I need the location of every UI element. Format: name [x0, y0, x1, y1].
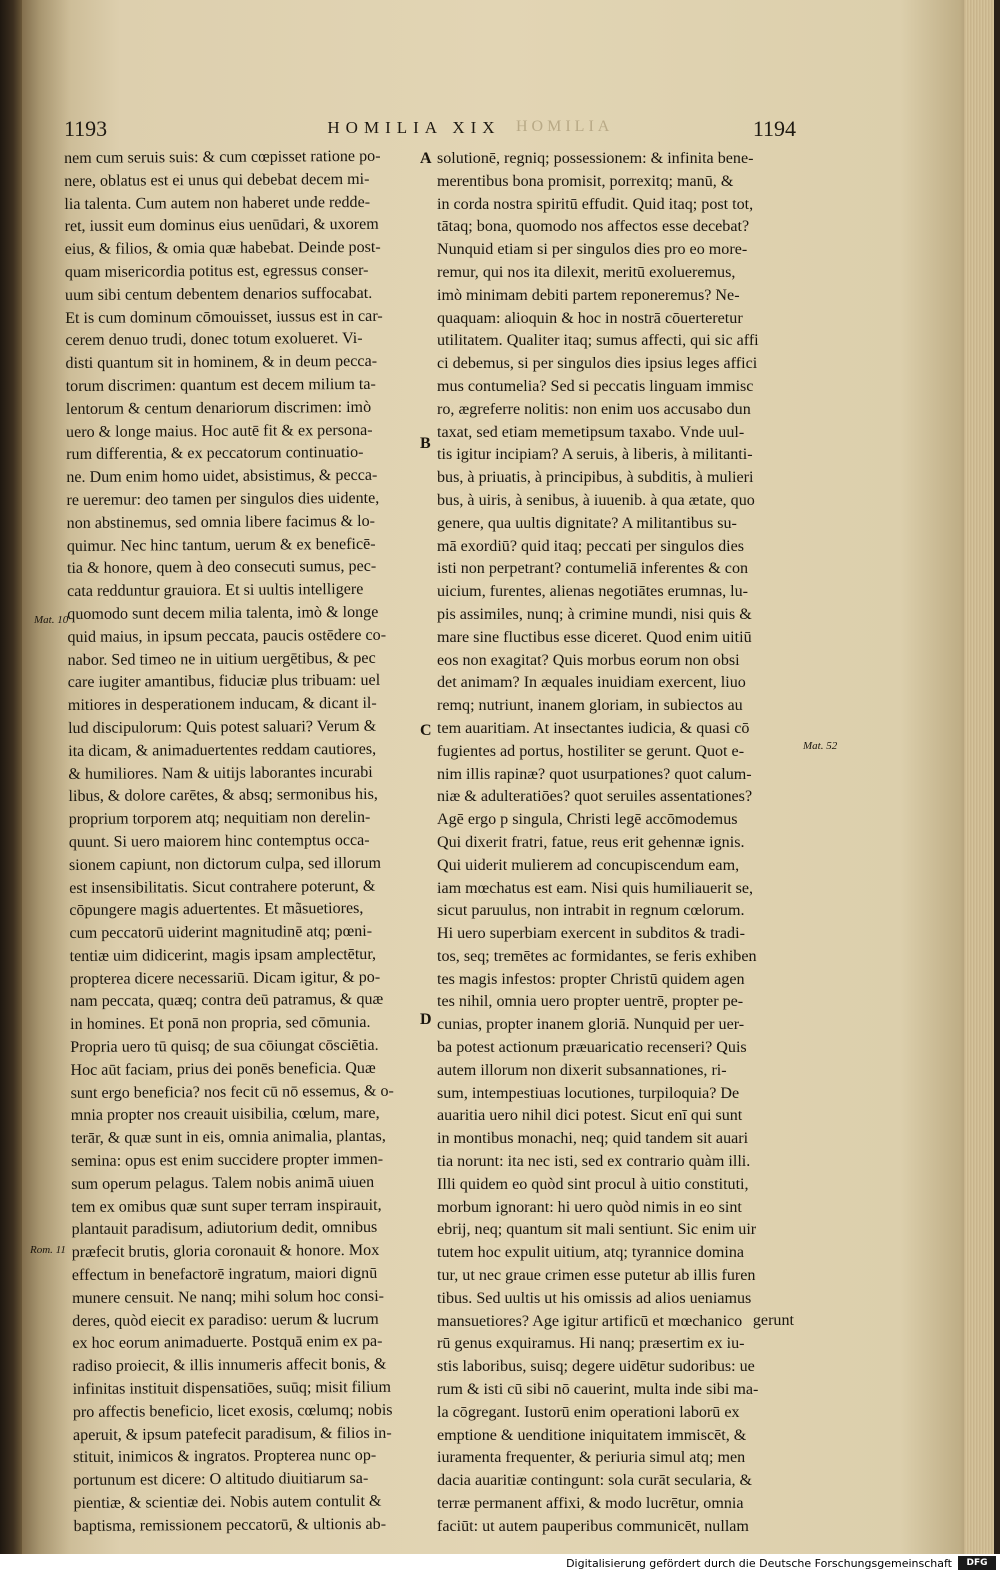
text-line: munere censuit. Ne nanq; mihi solum hoc consi- — [71, 1287, 385, 1307]
text-line: eos non exagitat? Quis morbus eorum non obsi — [437, 651, 740, 669]
text-line: Qui dixerit fratri, fatue, reus erit gehennæ ignis. — [437, 833, 745, 851]
text-line: merentibus bona promisit, porrexitq; manū, & — [437, 172, 734, 190]
text-line: mā exordiū? quid itaq; peccati per singulos dies — [437, 537, 745, 555]
text-line: re ueremur: deo tamen per singulos dies uidente, — [66, 489, 380, 509]
right-text-column — [437, 148, 797, 1539]
text-line: tia & honore, quem à deo consecuti sumus, pec- — [66, 558, 377, 578]
section-marker-a: A — [420, 150, 432, 167]
text-line: genere, qua uultis dignitate? A militantibus su- — [437, 514, 737, 532]
text-line: Nunquid etiam si per singulos dies pro eo more- — [437, 241, 748, 259]
text-line: fugientes ad portus, hostiliter se gerunt. Quot e- — [437, 742, 745, 760]
text-line: quam misericordia potitus est, egressus conser- — [64, 261, 369, 281]
text-line: nam peccata, quæq; contra deū patramus, & quæ — [69, 991, 384, 1011]
text-line: torum discrimen: quantum est decem milium ta- — [65, 375, 376, 395]
text-line: nem cum seruis suis: & cum cœpisset ratione po- — [64, 147, 381, 167]
bleed-through-text: HOMILIA — [516, 118, 614, 135]
text-line: semina: opus est enim succidere propter immen- — [71, 1150, 384, 1171]
page-number-right: 1194 — [752, 116, 796, 141]
text-line: emptione & uenditione iniquitatem immiscēt, & — [437, 1426, 747, 1444]
text-line: deres, quòd eiecit ex paradiso: uerum & lucrum — [72, 1310, 379, 1330]
text-line: non abstinemus, sed omnia libere facimus & lo- — [66, 512, 376, 532]
text-line: nabor. Sed timeo ne in uitium uergētibus, & pec — [67, 649, 376, 669]
section-marker-c: C — [420, 722, 432, 739]
text-line: rum & isti cū sibi nō cauerint, multa inde sibi ma- — [437, 1381, 759, 1399]
text-line: infinitas instituit dispensatiōes, suūq; misit filium — [72, 1378, 392, 1399]
text-line: Illi quidem eo quòd sint procul à uitio constituti, — [437, 1175, 749, 1193]
text-line: tātaq; bona, quomodo nos affectos esse decebat? — [437, 218, 750, 236]
text-line: tur, ut nec graue crimen esse putetur ab illis furen — [437, 1267, 756, 1285]
text-line: eius, & filios, & omia quæ habebat. Deinde post- — [64, 238, 381, 259]
margin-note-rom11: Rom. 11 — [30, 1244, 66, 1256]
text-line: Agē ergo p singula, Christi legē accōmodemus — [437, 811, 738, 829]
text-line: pis assimiles, nunq; à crimine mundi, nisi quis & — [437, 605, 752, 623]
text-line: tia norunt: ita nec isti, sed ex contrario quàm illi. — [437, 1153, 751, 1171]
text-line: mare sine fluctibus esse diceret. Quod enim uitiū — [437, 628, 752, 646]
text-line: ne. Dum enim homo uidet, absistimus, & pecca- — [66, 466, 378, 487]
text-line: lentorum & centum denariorum discrimen: imò — [65, 398, 372, 418]
text-line: det animam? In æquales inuidiam exercent, liuo — [437, 674, 746, 692]
text-line: Hi uero superbiam exercent in subditos & tradi- — [437, 925, 745, 943]
text-line: bus, à priuatis, à principibus, à subditis, à mulieri — [437, 469, 754, 487]
footer-credit: Digitalisierung gefördert durch die Deutsche Forschungsgemeinschaft — [566, 1557, 952, 1570]
margin-note-mat10: Mat. 10 — [34, 614, 69, 626]
text-line: tos, seq; tremētes ac formidantes, se feris exhiben — [437, 947, 757, 965]
text-line: Qui uiderit mulierem ad concupiscendum eam, — [437, 856, 740, 874]
text-line: la cōgregant. Iustorū enim operationi laborū ex — [437, 1403, 740, 1421]
text-line: pientiæ, & scientiæ dei. Nobis autem contulit & — [73, 1492, 382, 1512]
text-line: bus, à uiris, à senibus, à iuuenib. à qua ætate, quo — [437, 491, 755, 509]
text-line: quomodo sunt decem milia talenta, imò & longe — [67, 603, 379, 623]
text-line: ro, ægreferre nolitis: non enim uos accusabo dun — [437, 400, 751, 418]
text-line: pro affectis beneficio, licet exosis, cœlumq; nobis — [72, 1401, 393, 1421]
text-line: tibus. Sed uultis ut his omissis ad alios ueniamus — [437, 1289, 752, 1307]
text-line: cunias, propter inanem gloriā. Nunquid per uer- — [437, 1016, 745, 1034]
text-line: autem illorum non dixerit subsannationes, ri- — [437, 1061, 727, 1079]
binding-edge — [0, 0, 22, 1572]
text-line: niæ & adulteratiōes? quot seruiles assentationes? — [437, 788, 753, 806]
text-line: nim illis rapinæ? quot usurpationes? quot calum- — [437, 765, 752, 783]
text-line: disti quantum sit in hominem, & in deum pecca- — [65, 352, 378, 373]
text-line: libus, & dolore carētes, & absq; sermonibus his, — [68, 786, 378, 806]
text-line: lud discipulorum: Quis potest saluari? Verum & — [67, 717, 377, 737]
text-line: quunt. Si uero maiorem hinc contemptus occa- — [68, 831, 370, 851]
text-line: est insensibilitatis. Sicut contrahere poterunt, & — [69, 877, 376, 897]
text-line: Propria uero tū quisq; de sua cōiungat cōsciētia. — [70, 1036, 379, 1057]
text-line: sum operum pelagus. Talem nobis animā uiuen — [71, 1173, 375, 1193]
text-line: sicut paruulus, non intrabit in regnum cœlorum. — [437, 902, 745, 920]
page-header — [64, 116, 796, 146]
text-line: sionem capiunt, non dictorum culpa, sed illorum — [68, 854, 382, 874]
text-line: stituit, inimicos & ingratos. Propterea nunc op- — [73, 1447, 377, 1467]
text-line: rū genus exquiramus. Hi nanq; præsertim ex iu- — [437, 1335, 745, 1353]
text-line: & humiliores. Nam & uitijs laborantes incurabi — [68, 763, 373, 783]
text-line: taxat, sed etiam memetipsum taxabo. Vnde uul- — [437, 423, 745, 441]
text-line: remur, qui nos ita dilexit, meritū exolueremus, — [437, 263, 736, 281]
text-line: cata redduntur grauiora. Et si uultis intelligere — [67, 581, 364, 601]
text-line: utilitatem. Qualiter itaq; sumus affecti, qui sic affi — [437, 332, 759, 350]
running-title: HOMILIA XIX — [327, 118, 501, 137]
text-line: Hoc aūt faciam, prius dei ponēs beneficia. Quæ — [70, 1059, 376, 1079]
margin-note-mat52: Mat. 52 — [803, 740, 838, 752]
text-line: quaquam: alioquin & hoc in nostrā cōuerteretur — [437, 309, 743, 327]
page-stack-edge — [964, 0, 1000, 1572]
text-line: nere, oblatus est ei unus qui debebat decem mi- — [64, 170, 370, 190]
page-number-left: 1193 — [64, 116, 108, 141]
text-line: ita dicam, & animaduertentes reddam cautiores, — [68, 740, 377, 760]
text-line: iuramenta frequenter, & periuria simul atq; men — [437, 1449, 746, 1467]
text-line: tem ex omibus quæ sunt super terram inspirauit, — [71, 1196, 382, 1216]
text-line: care iugiter amantibus, fiduciæ plus tribuam: uel — [67, 672, 381, 692]
text-line: iam mœchatus est eam. Nisi quis humiliauerit se, — [437, 879, 754, 897]
left-text-column — [64, 146, 430, 1539]
text-line: lia talenta. Cum autem non haberet unde redde- — [64, 193, 371, 213]
text-line: imò minimam debiti partem reponeremus? Ne- — [437, 286, 740, 304]
text-line: ci debemus, si per singulos dies ipsius leges affici — [437, 355, 758, 373]
text-line: in homines. Et ponā non propria, sed cōmunia. — [70, 1014, 371, 1034]
text-line: dacia auaritiæ contingunt: sola curāt secularia, & — [437, 1472, 753, 1490]
text-line: in montibus monachi, neq; quid tandem sit auari — [437, 1130, 749, 1148]
text-line: proprium torporem atq; nequitiam non derelin- — [68, 808, 371, 829]
text-line: effectum in benefactorē ingratum, maiori dignū — [71, 1264, 378, 1285]
text-line: rum differentia, & ex peccatorum continuatio- — [66, 444, 364, 464]
text-line: terār, & quæ sunt in eis, omnia animalia, plantas, — [70, 1128, 386, 1148]
text-line: ba potest actionum præuaricatio recenseri? Quis — [437, 1039, 747, 1057]
section-marker-d: D — [420, 1011, 432, 1028]
text-line: tis igitur incipiam? A seruis, à liberis, à militanti- — [437, 446, 753, 464]
text-line: portunum est dicere: O altitudo diuitiarum sa- — [73, 1470, 369, 1490]
text-line: auaritia uero nihil dici potest. Sicut enī qui sunt — [437, 1107, 743, 1125]
text-line: sum, intempestiuas locutiones, turpiloquia? De — [437, 1084, 740, 1102]
text-line: cōpungere magis aduertentes. Et mãsuetiores, — [69, 900, 364, 920]
text-line: aperuit, & ipsum patefecit paradisum, & filios in- — [72, 1424, 392, 1444]
text-line: terræ permanent affixi, & modo lucrētur, omnia — [437, 1495, 744, 1513]
text-line: mnia propter nos creauit uisibilia, cœlum, mare, — [70, 1105, 380, 1125]
text-line: tes nihil, omnia uero propter uentrē, propter pe- — [437, 993, 744, 1011]
section-marker-b: B — [420, 435, 431, 452]
text-line: uero & longe maius. Hoc autē fit & ex persona- — [65, 421, 373, 441]
text-line: baptisma, remissionem peccatorū, & ultionis ab- — [73, 1515, 387, 1535]
text-line: Et is cum dominum cōmouisset, iussus est in car- — [65, 307, 383, 327]
text-line: plantauit paradisum, adiutorium dedit, omnibus — [71, 1219, 378, 1239]
text-line: tem auaritiam. At insectantes iudicia, & quasi cō — [437, 719, 750, 737]
text-line: cum peccatorū uiderint magnitudinē atq; pœni- — [69, 922, 373, 943]
dfg-logo: DFG — [958, 1556, 996, 1570]
text-line: tutem hoc expulit uitium, atq; tyrannice domina — [437, 1244, 745, 1262]
text-line: quimur. Nec hinc tantum, uerum & ex beneficē- — [66, 535, 376, 555]
text-line: quid maius, in ipsum peccata, paucis ostēdere co- — [67, 626, 387, 646]
text-line: tentiæ uim didicerint, magis ipsam amplectētur, — [69, 945, 377, 965]
text-line: in corda nostra spiritū effudit. Quid itaq; post tot, — [437, 195, 754, 213]
text-line: faciūt: ut autem pauperibus communicēt, nullam — [437, 1517, 749, 1535]
text-line: isti non perpetrant? contumeliā inferentes & con — [437, 560, 749, 578]
text-line: uicium, furentes, alienas negotiātes erumnas, lu- — [437, 583, 749, 601]
text-line: propterea dicere necessariū. Dicam igitur, & po- — [69, 968, 381, 988]
text-line: ebrij, neq; quantum sit mali sentiunt. Sic enim uir — [437, 1221, 757, 1239]
text-line: tes magis infestos: propter Christū quidem agen — [437, 970, 745, 988]
text-line: radiso proiecit, & illis innumeris affecit bonis, & — [72, 1356, 387, 1376]
text-line: mansuetiores? Age igitur artificū et mœchanico — [437, 1312, 743, 1330]
footer-bar — [0, 1554, 1000, 1572]
text-line: ex hoc eorum animaduerte. Postquā enim ex pa- — [72, 1333, 383, 1353]
catchword: gerunt — [752, 1312, 794, 1329]
text-line: mitiores in desperationem inducam, & dicant il- — [67, 694, 377, 715]
text-line: remq; nutriunt, inanem gloriam, in subiectos au — [437, 697, 743, 715]
text-line: uum sibi centum debentem denarios suffocabat. — [64, 284, 373, 304]
text-line: præfecit brutis, gloria coronauit & honore. Mox — [71, 1242, 380, 1262]
text-line: sunt ergo beneficia? nos fecit cū nō essemus, & o- — [70, 1082, 394, 1102]
text-line: morbum ignorant: hi uero quòd nimis in eo sint — [437, 1198, 742, 1216]
text-line: cerem denuo trudi, donec totum exolueret. Vi- — [65, 330, 363, 350]
text-line: mus contumelia? Sed si peccatis linguam immisc — [437, 377, 754, 395]
text-line: ret, iussit eum dominus eius uenūdari, & uxorem — [64, 216, 379, 236]
text-line: stis laboribus, suisq; degere uidētur sudoribus: ue — [437, 1358, 755, 1376]
text-line: solutionē, regniq; possessionem: & infinita bene- — [437, 150, 754, 167]
